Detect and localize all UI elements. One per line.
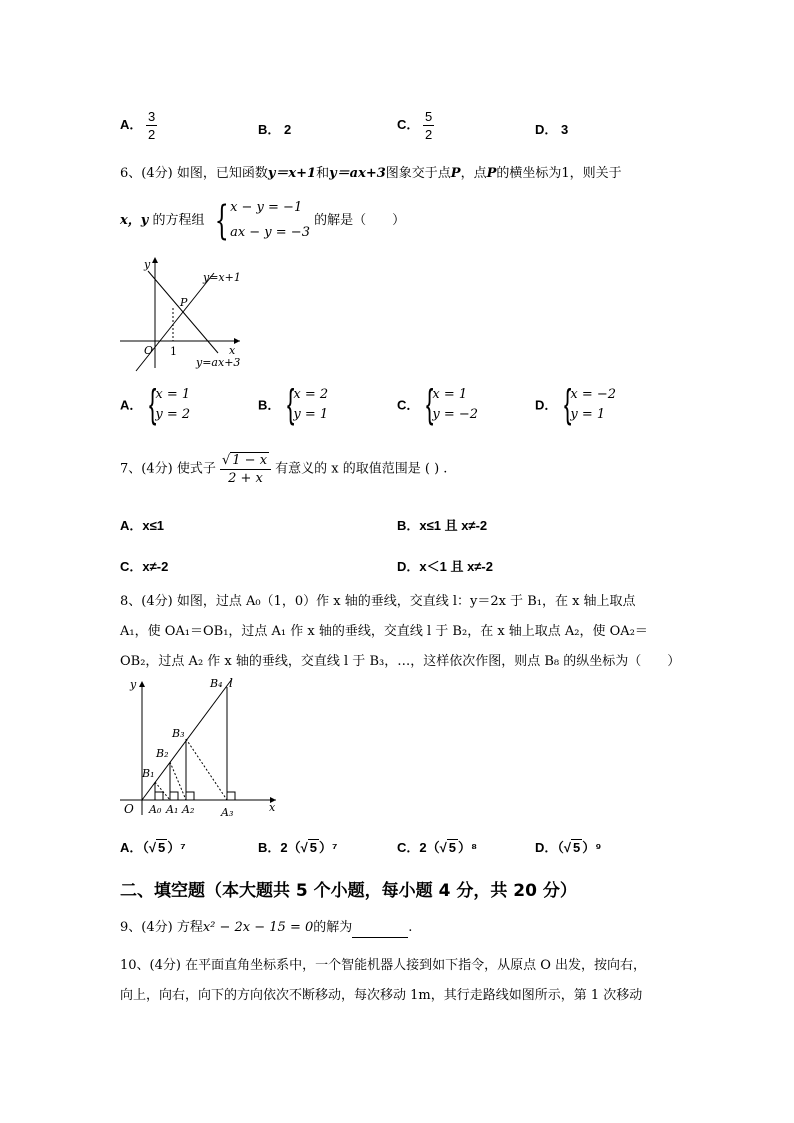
q6-graph-tick: 1 (170, 345, 177, 358)
q8-stem-line2: A₁，使 OA₁＝OB₁，过点 A₁ 作 x 轴的垂线，交直线 l 于 B₂，在 x 轴上取点 A₂，使 OA₂＝ (120, 624, 648, 639)
q6-graph-line1: y=x+1 (203, 271, 241, 284)
q6-graph-line2: y=ax+3 (196, 356, 241, 369)
q5-option-c: C． $\frac{5}{2}$ (397, 109, 433, 142)
q6-option-c: C． { x = 1 y = −2 (397, 382, 479, 426)
q6-option-a: A． { x = 1 y = 2 (120, 382, 191, 426)
q8-graph-a2: A₂ (182, 803, 195, 816)
q8-graph-origin: O (124, 802, 134, 816)
q8-graph-x-label: x (269, 801, 276, 814)
q10-stem-line1: 10、(4分) 在平面直角坐标系中，一个智能机器人接到如下指令，从原点 O 出发，按向右， (120, 958, 647, 973)
q6-stem-line2: x，y 的方程组 { x − y = −1 ax − y = −3 的解是（ ） (120, 197, 406, 244)
q8-graph-a1: A₁ (166, 803, 179, 816)
q6-graph-point: P (180, 296, 188, 309)
q8-graph-b4: B₄ (210, 677, 223, 690)
q6-option-d: D． { x = −2 y = 1 (535, 382, 617, 426)
q6-graph-origin: O (144, 344, 154, 357)
q7-option-c: C．x≠-2 (120, 559, 169, 574)
q6-graph-x-label: x (229, 344, 236, 357)
q8-graph-line-l: l (229, 676, 233, 690)
q8-stem-line1: 8、(4分) 如图，过点 A₀（1，0）作 x 轴的垂线，交直线 l：y＝2x 于 B₁，在 x 轴上取点 (120, 594, 636, 609)
q8-graph-a0: A₀ (149, 803, 162, 816)
q6-graph-y-label: y (144, 258, 151, 271)
q9-stem: 9、(4分) 方程x² − 2x − 15 = 0的解为 . (120, 918, 676, 938)
q8-graph-b1: B₁ (142, 767, 155, 780)
q6-stem-line1: 6、(4分) 如图，已知函数y＝x+1和y＝ax+3图象交于点P，点P的横坐标为1，则关于 (120, 166, 622, 181)
q9-answer-blank[interactable] (352, 923, 408, 938)
q6-option-b: B． { x = 2 y = 1 (258, 382, 329, 426)
q5-option-d: D． 3 (535, 122, 569, 137)
q5-option-b: B． 2 (258, 122, 292, 137)
q8-option-b: B．2（√ 5 ）⁷ (258, 840, 338, 855)
section-2-title: 二、填空题（本大题共 5 个小题，每小题 4 分，共 20 分） (120, 881, 577, 901)
q7-option-a: A．x≤1 (120, 518, 164, 533)
q10-stem-line2: 向上，向右，向下的方向依次不断移动，每次移动 1m，其行走路线如图所示，第 1 次移动 (120, 988, 643, 1003)
q7-option-d: D．x＜1 且 x≠-2 (397, 559, 493, 574)
q7-stem: 7、(4分) 使式子 $\frac{√ 1 - x}{2 + x}$ 有意义的 x 的取值范围是 ( ) . (120, 453, 448, 486)
q8-graph-a3: A₃ (221, 806, 234, 819)
q7-option-b: B．x≤1 且 x≠-2 (397, 518, 488, 533)
q8-option-d: D．（√ 5 ）⁹ (535, 840, 602, 855)
q8-graph-b3: B₃ (172, 727, 185, 740)
q8-option-c: C．2（√ 5 ）⁸ (397, 840, 478, 855)
q6-graph (118, 253, 258, 373)
q5-option-a: A． $\frac{3}{2}$ (120, 109, 156, 142)
q8-graph (118, 675, 283, 820)
q8-option-a: A．（√ 5 ）⁷ (120, 840, 186, 855)
q8-stem-line3: OB₂，过点 A₂ 作 x 轴的垂线，交直线 l 于 B₃，…，这样依次作图，则点 B₈ 的纵坐标为（ ） (120, 654, 681, 669)
q8-graph-y-label: y (130, 678, 137, 691)
q8-graph-b2: B₂ (156, 747, 169, 760)
